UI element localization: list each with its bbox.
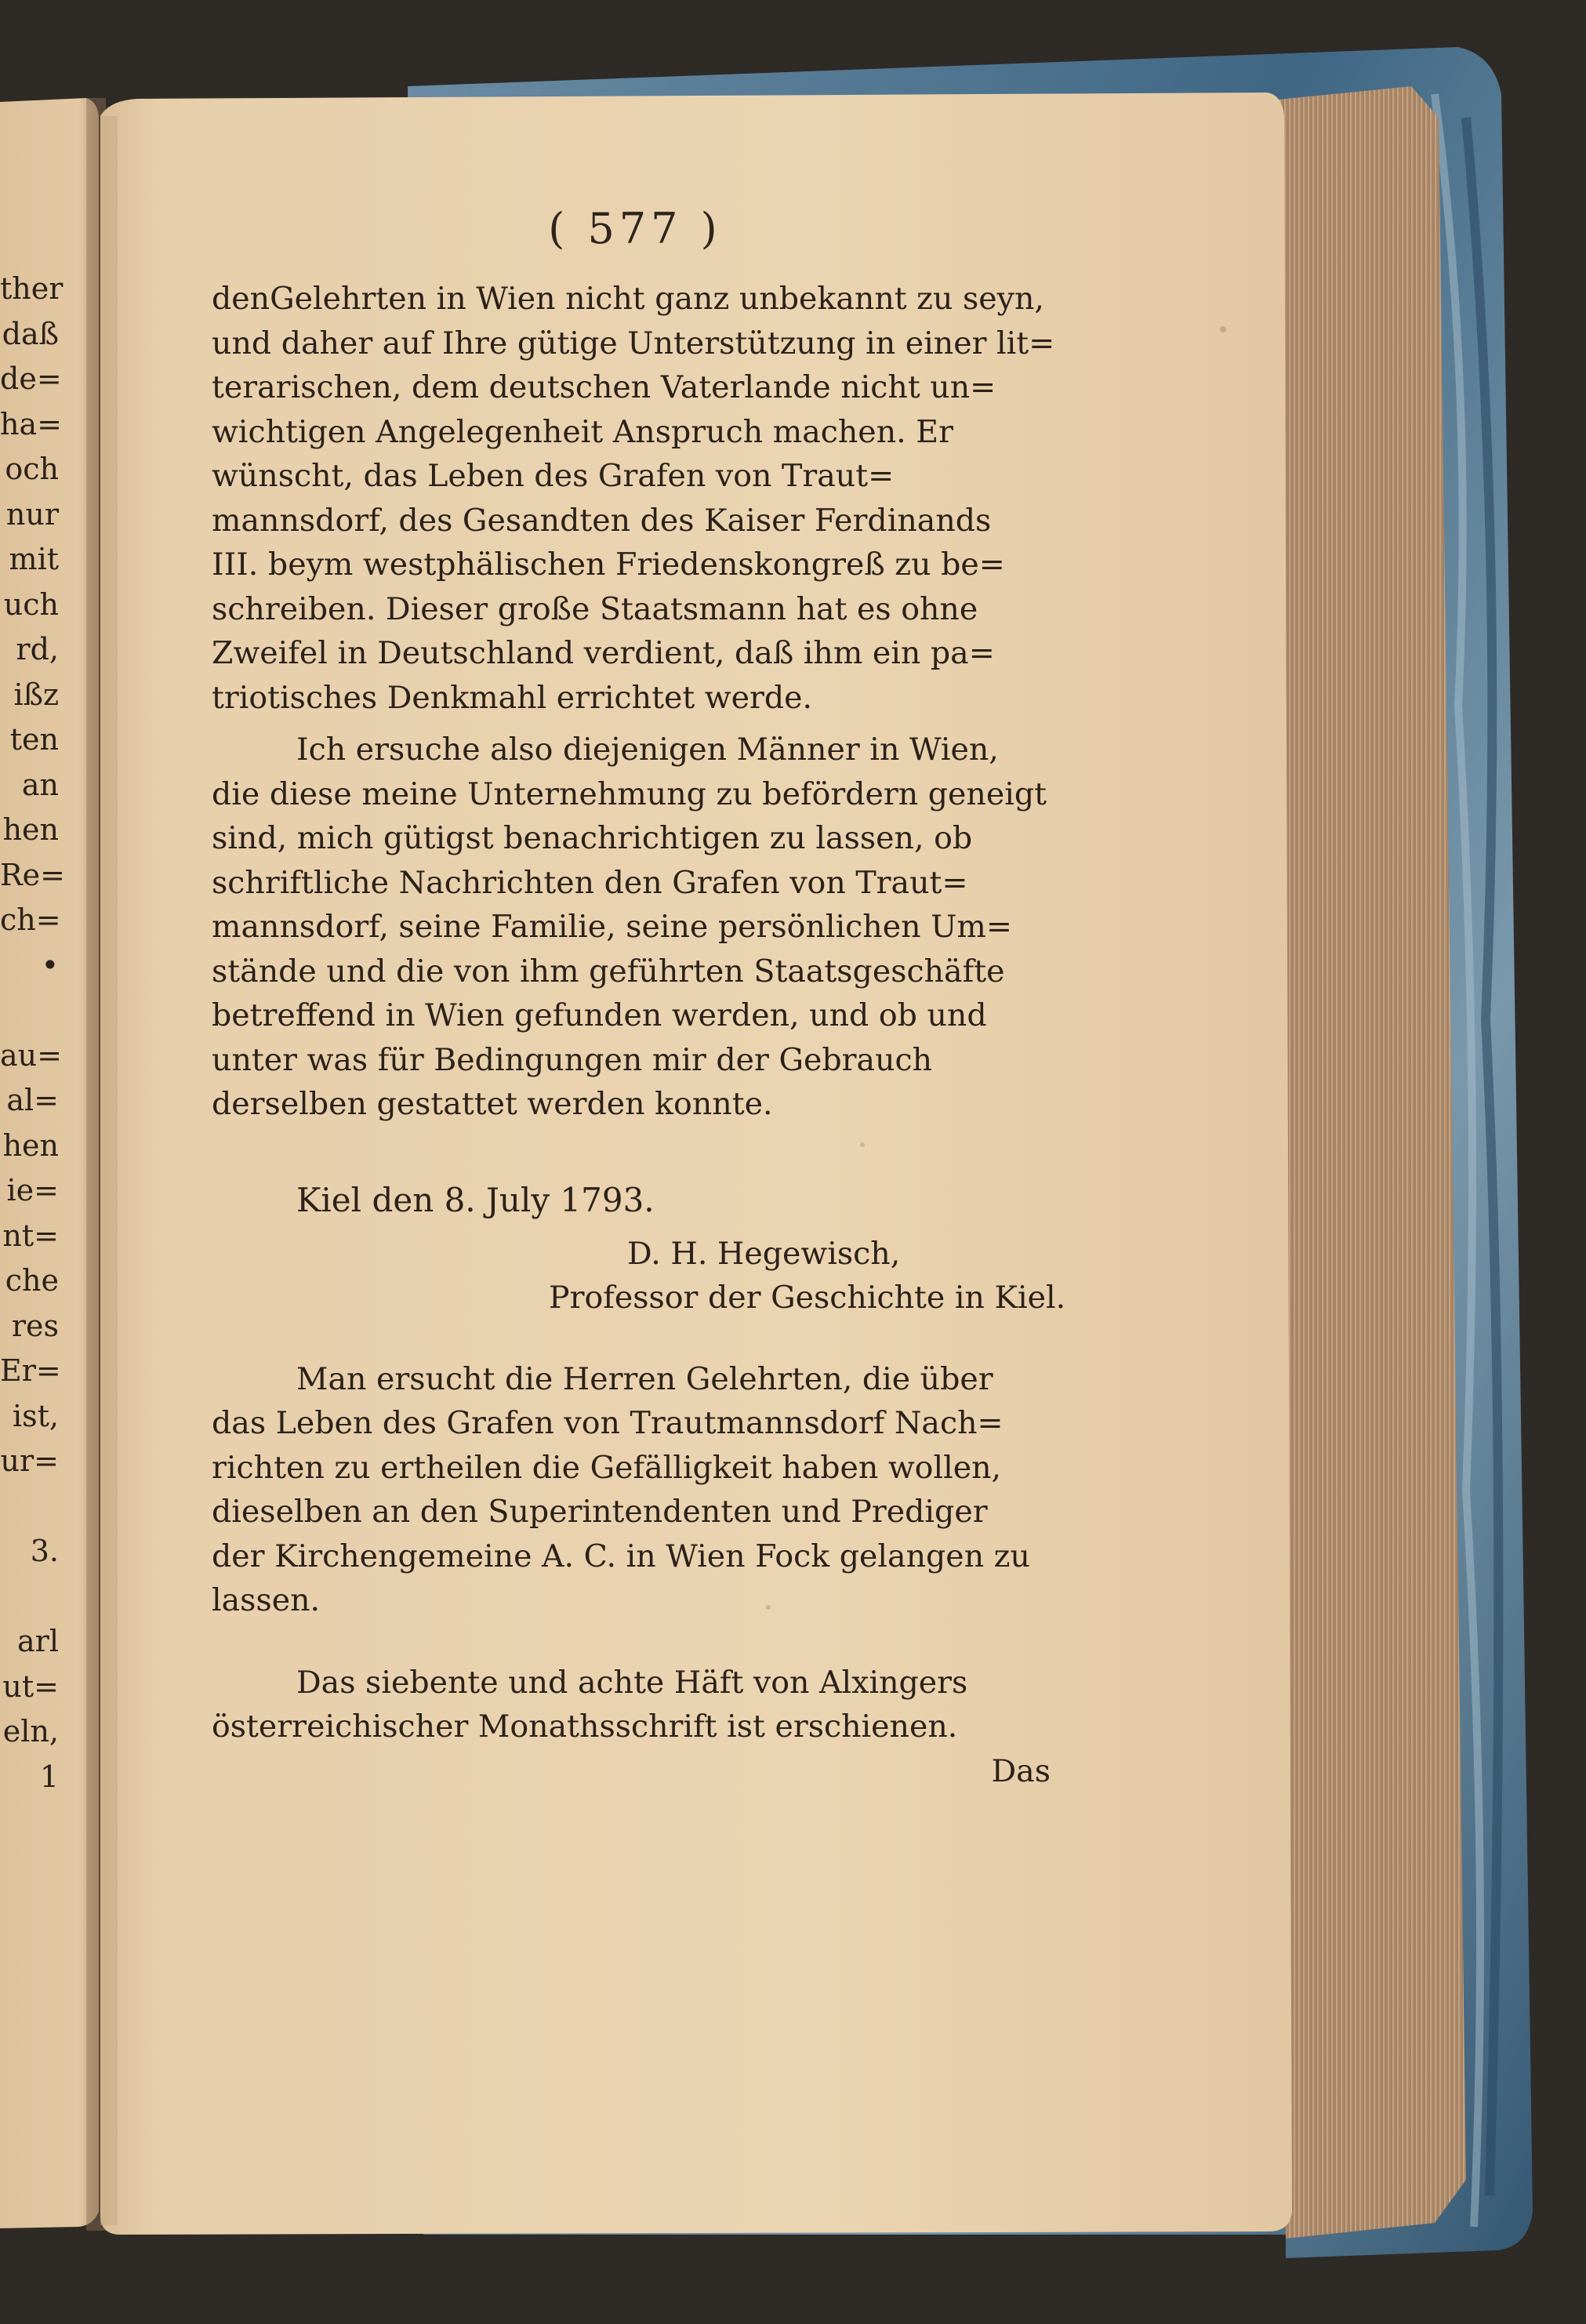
text-line: denGelehrten in Wien nicht ganz unbekannt zu seyn, [212, 281, 1044, 317]
text-line: III. beym westphälischen Friedenskongreß zu be= [212, 547, 1005, 583]
left-page-fragment: ha= [0, 406, 62, 441]
left-page-fragment: res [11, 1308, 59, 1343]
text-line: schreiben. Dieser große Staatsmann hat es ohne [212, 590, 978, 627]
left-page-fragment: de= [0, 361, 62, 396]
left-page-fragment: uch [3, 586, 59, 622]
left-page-fragment: 1 [39, 1759, 59, 1794]
left-page-fragment [0, 1574, 59, 1620]
text-line: schriftliche Nachrichten den Grafen von Traut= [212, 864, 968, 901]
left-page-fragment: ist, [12, 1398, 59, 1433]
text-line: das Leben des Grafen von Trautmannsdorf Nach= [212, 1405, 1003, 1441]
left-page-fragment: hen [2, 1128, 59, 1163]
left-page-fragment: 3. [30, 1534, 59, 1568]
notice-paragraph [212, 1357, 1058, 1623]
text-line: Man ersucht die Herren Gelehrten, die über [296, 1360, 993, 1397]
left-page-fragment: rd, [16, 632, 59, 666]
text-line: wichtigen Angelegenheit Anspruch machen. Er [212, 413, 953, 450]
left-page-fragment: ther [0, 271, 64, 306]
left-page-fragment: al= [6, 1083, 59, 1117]
left-page-fragment: arl [17, 1624, 59, 1658]
text-line: Zweifel in Deutschland verdient, daß ihm ein pa= [212, 635, 995, 671]
left-page-fragment: Er= [0, 1353, 61, 1388]
left-page-fragment: Re= [0, 857, 65, 892]
text-line: lassen. [212, 1582, 321, 1618]
text-line: triotisches Denkmahl errichtet werde. [212, 679, 813, 716]
left-page-fragment: hen [2, 812, 59, 847]
left-page-fragment: ch= [0, 902, 61, 937]
page-text [212, 204, 1066, 1793]
left-page-fragment: che [5, 1263, 59, 1298]
left-page-fragment: mit [9, 542, 59, 576]
left-page-fragment: nt= [2, 1218, 59, 1253]
left-page-fragment [0, 988, 59, 1033]
text-line: unter was für Bedingungen mir der Gebrauch [212, 1041, 933, 1078]
text-line: betreffend in Wien gefunden werden, und ob und [212, 997, 987, 1033]
text-line: stände und die von ihm geführten Staatsgeschäfte [212, 953, 1005, 990]
text-line: terarischen, dem deutschen Vaterlande nicht un= [212, 369, 996, 405]
left-page-fragments [0, 267, 65, 1799]
paragraph-2 [212, 728, 1058, 1127]
left-page-fragment: • [41, 947, 59, 982]
date-line: Kiel den 8. July 1793. [296, 1180, 655, 1219]
left-page-fragment: au= [0, 1037, 62, 1073]
signature-name: D. H. Hegewisch, [627, 1235, 901, 1272]
left-page-fragment [0, 1484, 59, 1530]
left-page-fragment: ie= [6, 1173, 59, 1207]
text-line: dieselben an den Superintendenten und Prediger [212, 1494, 988, 1530]
left-page-fragment: och [5, 452, 59, 486]
left-page-fragment: ißz [13, 677, 59, 712]
text-line: und daher auf Ihre gütige Unterstützung in einer lit= [212, 325, 1055, 361]
text-line: Ich ersuche also diejenigen Männer in Wien, [296, 732, 999, 768]
text-line: mannsdorf, des Gesandten des Kaiser Ferdinands [212, 502, 992, 539]
left-page-fragment: daß [2, 316, 59, 351]
signature-title: Professor der Geschichte in Kiel. [549, 1279, 1066, 1316]
text-line: mannsdorf, seine Familie, seine persönlichen Um= [212, 909, 1012, 945]
text-line: Das siebente und achte Häft von Alxingers [296, 1664, 968, 1701]
page-number: ( 577 ) [548, 204, 722, 253]
left-page-fragment: an [21, 767, 59, 802]
text-line: sind, mich gütigst benachrichtigen zu lassen, ob [212, 820, 973, 856]
announcement-paragraph [212, 1661, 1058, 1749]
catchword: Das [991, 1752, 1051, 1789]
text-line: richten zu ertheilen die Gefälligkeit haben wollen, [212, 1449, 1002, 1486]
left-page-fragment: ur= [0, 1443, 59, 1478]
text-line: die diese meine Unternehmung zu befördern geneigt [212, 775, 1047, 812]
text-line: wünscht, das Leben des Grafen von Traut= [212, 458, 895, 494]
text-line: österreichischer Monathsschrift ist erschienen. [212, 1709, 958, 1745]
text-line: der Kirchengemeine A. C. in Wien Fock gelangen zu [212, 1538, 1030, 1574]
left-page-fragment: nur [5, 496, 59, 532]
paragraph-1 [212, 277, 1058, 720]
left-page-fragment: ten [9, 722, 59, 757]
text-line: derselben gestattet werden konnte. [212, 1086, 773, 1122]
left-page-fragment: ut= [2, 1669, 59, 1704]
left-page-fragment: eln, [2, 1714, 59, 1748]
